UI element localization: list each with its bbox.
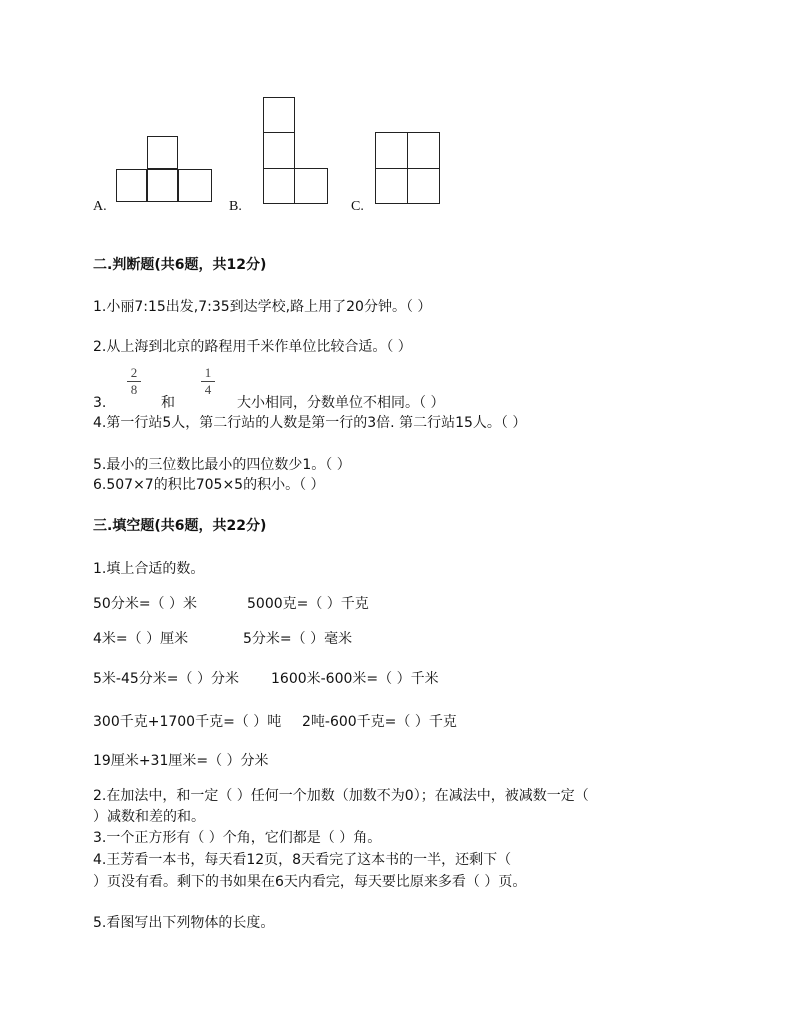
- fraction-numerator: 2: [130, 365, 138, 380]
- fill-item-2b: 5分米=（ ）毫米: [243, 631, 353, 647]
- question-2-4: 4.第一行站5人，第二行站的人数是第一行的3倍. 第二行站15人。（ ）: [93, 415, 527, 431]
- option-c-label: C.: [351, 199, 364, 214]
- fraction-1-4: [199, 366, 217, 397]
- fill-item-1b: 5000克=（ ）千克: [247, 596, 369, 612]
- figure-b-cell: [263, 97, 295, 133]
- question-2-2: 2.从上海到北京的路程用千米作单位比较合适。（ ）: [93, 339, 412, 355]
- figure-c-cell: [375, 168, 408, 204]
- question-2-3-and: 和: [161, 395, 175, 411]
- question-2-5: 5.最小的三位数比最小的四位数少1。（ ）: [93, 457, 351, 473]
- figure-b-cell: [263, 132, 295, 169]
- section-2-title: 二.判断题(共6题，共12分): [93, 257, 267, 273]
- fraction-denominator: 4: [204, 382, 212, 397]
- fill-item-3b: 1600米-600米=（ ）千米: [271, 671, 439, 687]
- figure-a-cell: [147, 136, 178, 169]
- figure-c-cell: [407, 168, 440, 204]
- question-3-4-line-2: ）页没有看。剩下的书如果在6天内看完，每天要比原来多看（ ）页。: [93, 874, 527, 890]
- fill-item-5: 19厘米+31厘米=（ ）分米: [93, 753, 269, 769]
- question-3-2-line-2: ）减数和差的和。: [93, 809, 205, 825]
- section-3-title: 三.填空题(共6题，共22分): [93, 518, 267, 534]
- figure-b-cell: [294, 168, 328, 204]
- fill-item-3a: 5米-45分米=（ ）分米: [93, 671, 239, 687]
- figure-a-cell: [147, 169, 178, 202]
- fraction-2-8: [125, 366, 143, 397]
- option-a-label: A.: [93, 199, 107, 214]
- fill-item-1a: 50分米=（ ）米: [93, 596, 197, 612]
- fill-item-2a: 4米=（ ）厘米: [93, 631, 189, 647]
- question-2-3-text: 大小相同，分数单位不相同。（ ）: [237, 395, 445, 411]
- question-3-5: 5.看图写出下列物体的长度。: [93, 915, 275, 931]
- question-2-3-number: 3.: [93, 395, 107, 411]
- question-2-6: 6.507×7的积比705×5的积小。（ ）: [93, 477, 325, 493]
- fraction-denominator: 8: [130, 382, 138, 397]
- question-3-4-line-1: 4.王芳看一本书，每天看12页，8天看完了这本书的一半，还剩下（: [93, 852, 512, 868]
- option-b-label: B.: [229, 199, 242, 214]
- figure-a-cell: [116, 169, 147, 202]
- fraction-numerator: 1: [204, 365, 212, 380]
- figure-b-cell: [263, 168, 295, 204]
- question-2-1: 1.小丽7:15出发,7:35到达学校,路上用了20分钟。（ ）: [93, 299, 432, 315]
- fill-item-4b: 2吨-600千克=（ ）千克: [302, 714, 457, 730]
- figure-a-cell: [178, 169, 212, 202]
- question-3-1: 1.填上合适的数。: [93, 561, 205, 577]
- fill-item-4a: 300千克+1700千克=（ ）吨: [93, 714, 282, 730]
- figure-c-cell: [407, 132, 440, 169]
- figure-c-cell: [375, 132, 408, 169]
- question-3-3: 3.一个正方形有（ ）个角，它们都是（ ）角。: [93, 830, 382, 846]
- question-3-2-line-1: 2.在加法中，和一定（ ）任何一个加数（加数不为0）；在减法中，被减数一定（: [93, 788, 589, 804]
